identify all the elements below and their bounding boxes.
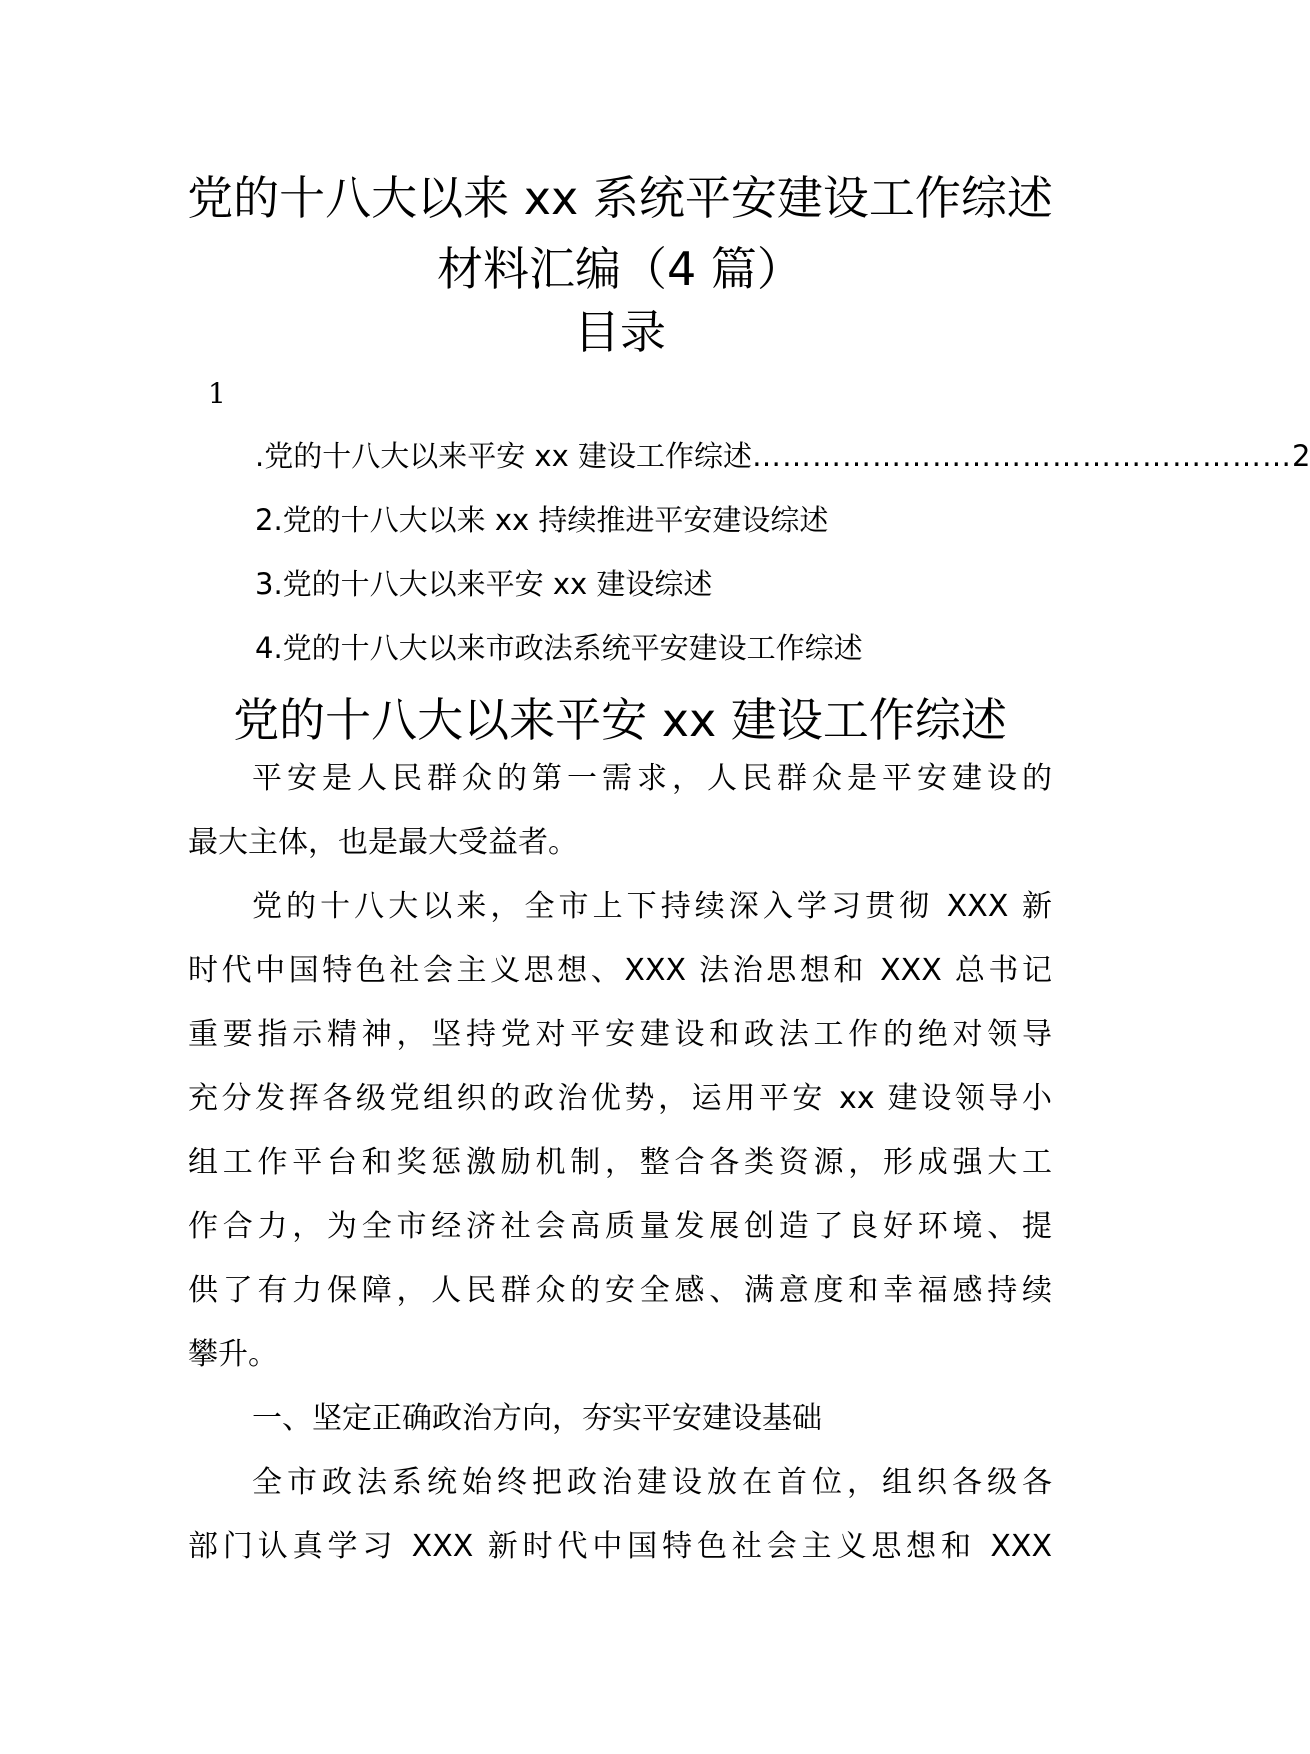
paragraph-line: 攀升。	[188, 1337, 278, 1372]
toc-item-text: .党的十八大以来平安 xx 建设工作综述	[255, 439, 752, 473]
toc-item-leader: ………………………………………………	[751, 439, 1292, 473]
toc-item[interactable]: 3.党的十八大以来平安 xx 建设综述	[255, 567, 713, 601]
paragraph-line: 部门认真学习 XXX 新时代中国特色社会主义思想和 XXX	[188, 1529, 1052, 1564]
paragraph-line: 全市政法系统始终把政治建设放在首位，组织各级各	[252, 1465, 1052, 1500]
toc-heading: 目录	[574, 305, 666, 359]
toc-item[interactable]	[255, 434, 1310, 478]
paragraph-line: 时代中国特色社会主义思想、XXX 法治思想和 XXX 总书记	[188, 953, 1052, 988]
section-heading: 一、坚定正确政治方向，夯实平安建设基础	[252, 1401, 822, 1436]
paragraph-line: 组工作平台和奖惩激励机制，整合各类资源，形成强大工	[188, 1145, 1052, 1180]
paragraph-line: 作合力，为全市经济社会高质量发展创造了良好环境、提	[188, 1209, 1052, 1244]
paragraph-line: 最大主体，也是最大受益者。	[188, 825, 578, 860]
toc-number: 1	[208, 377, 226, 410]
toc-item[interactable]: 2.党的十八大以来 xx 持续推进平安建设综述	[255, 503, 829, 537]
paragraph-line: 平安是人民群众的第一需求，人民群众是平安建设的	[252, 761, 1052, 796]
document-title-line-2: 材料汇编（4 篇）	[437, 242, 803, 296]
toc-item-page-number: 2	[1291, 439, 1310, 473]
paragraph-line: 党的十八大以来，全市上下持续深入学习贯彻 XXX 新	[252, 889, 1052, 924]
paragraph-line: 充分发挥各级党组织的政治优势，运用平安 xx 建设领导小	[188, 1081, 1052, 1116]
document-title-line-1: 党的十八大以来 xx 系统平安建设工作综述	[187, 171, 1053, 225]
paragraph-line: 重要指示精神，坚持党对平安建设和政法工作的绝对领导	[188, 1017, 1052, 1052]
toc-item[interactable]: 4.党的十八大以来市政法系统平安建设工作综述	[255, 631, 863, 665]
section-title: 党的十八大以来平安 xx 建设工作综述	[233, 693, 1007, 747]
paragraph-line: 供了有力保障，人民群众的安全感、满意度和幸福感持续	[188, 1273, 1052, 1308]
